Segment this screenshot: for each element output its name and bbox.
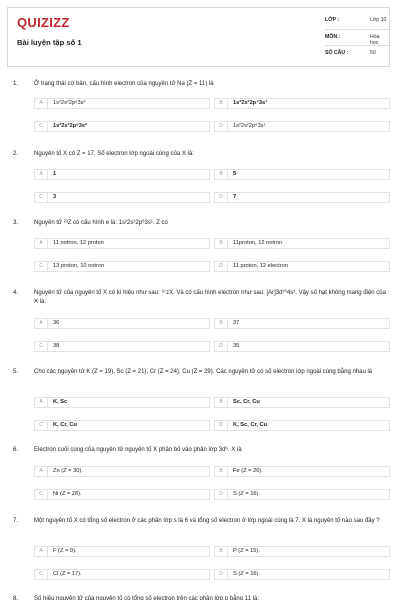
- question-5-option-c[interactable]: C K, Cr, Cu: [34, 420, 210, 431]
- question-7-option-d[interactable]: D S (Z = 16).: [214, 569, 390, 580]
- question-2-option-d[interactable]: D 7: [214, 192, 390, 203]
- question-7-option-c[interactable]: C Cl (Z = 17).: [34, 569, 210, 580]
- question-3-option-c[interactable]: C 13 proton, 10 notron: [34, 261, 210, 272]
- question-6-option-c[interactable]: C Ni (Z = 28).: [34, 489, 210, 500]
- question-text: Nguyên tố X có Z = 17. Số electron lớp ngoài cùng của X là:: [34, 151, 194, 157]
- question-text: Electron cuối cùng của nguyên tử nguyên tố X phân bố vào phân lớp 3d⁶. X là: [34, 447, 242, 453]
- question-number: 1.: [13, 80, 19, 87]
- question-number: 5.: [13, 368, 19, 375]
- question-7-option-b[interactable]: B P (Z = 15).: [214, 546, 390, 557]
- subject-label: MÔN :: [325, 34, 341, 40]
- question-number: 6.: [13, 446, 19, 453]
- question-text: Số hiệu nguyên tử của nguyên tố có tổng số electron trên các phân lớp p bằng 11 là:: [34, 596, 259, 600]
- question-3-option-d[interactable]: D 11 proton, 12 electron: [214, 261, 390, 272]
- question-4-option-b[interactable]: B 37: [214, 318, 390, 329]
- question-7-option-a[interactable]: A F (Z = 9).: [34, 546, 210, 557]
- question-6-option-d[interactable]: D S (Z = 16).: [214, 489, 390, 500]
- worksheet-title: Bài luyện tập số 1: [17, 38, 82, 47]
- question-number: 7.: [13, 517, 19, 524]
- question-3-option-b[interactable]: B 11proton, 12 notron: [214, 238, 390, 249]
- question-1-option-c[interactable]: C 1s²2s²2p⁶3s²: [34, 121, 210, 132]
- question-1-option-a[interactable]: A 1s²2s²2p⁵3s²: [34, 98, 210, 109]
- question-count-value: 50: [370, 50, 376, 56]
- question-2-option-a[interactable]: A 1: [34, 169, 210, 180]
- question-4-option-a[interactable]: A 36: [34, 318, 210, 329]
- question-count-label: SỐ CÂU :: [325, 50, 349, 56]
- question-5-option-b[interactable]: B Sc, Cr, Cu: [214, 397, 390, 408]
- question-6-option-b[interactable]: B Fe (Z = 26).: [214, 466, 390, 477]
- question-text: Cho các nguyên tử K (Z = 19), Sc (Z = 21), Cr (Z = 24), Cu (Z = 29). Các nguyên tử có số electron lớp ngoài cùng bằng nhau là: [34, 369, 373, 375]
- question-1-option-b[interactable]: B 1s²2s²2p⁴3s¹: [214, 98, 390, 109]
- grade-value: Lớp 10: [370, 17, 387, 23]
- question-2-option-b[interactable]: B 5: [214, 169, 390, 180]
- question-text: Nguyên tử của nguyên tố X có kí hiệu như sau: ⁶⁷zX. Và có cấu hình electron như sau: [Ar]3d¹⁰4s². Vậy số hạt không mang điện của X là:: [34, 290, 386, 305]
- meta-divider: [325, 29, 391, 30]
- question-5-option-d[interactable]: D K, Sc, Cr, Cu: [214, 420, 390, 431]
- worksheet-header: [7, 7, 390, 67]
- question-text: Ở trạng thái cơ bản, cấu hình electron của nguyên tử Na (Z = 11) là: [34, 81, 214, 87]
- question-5-option-a[interactable]: A K, Sc: [34, 397, 210, 408]
- question-1-option-d[interactable]: D 1s²2s²2p⁶3s¹: [214, 121, 390, 132]
- question-2-option-c[interactable]: C 3: [34, 192, 210, 203]
- question-text: Nguyên tử ²³Z có cấu hình e là: 1s²2s²2p⁶3s¹. Z có: [34, 220, 168, 226]
- question-6-option-a[interactable]: A Zn (Z = 30).: [34, 466, 210, 477]
- grade-label: LỚP :: [325, 17, 340, 23]
- question-4-option-c[interactable]: C 38: [34, 341, 210, 352]
- quizizz-logo: QUIZIZZ: [17, 15, 70, 30]
- question-number: 8.: [13, 595, 19, 600]
- question-number: 3.: [13, 219, 19, 226]
- question-4-option-d[interactable]: D 35: [214, 341, 390, 352]
- question-3-option-a[interactable]: A 11 notron, 12 proton: [34, 238, 210, 249]
- question-number: 2.: [13, 150, 19, 157]
- question-text: Một nguyên tố X có tổng số electron ở các phân lớp s là 6 và tổng số electron ở lớp ngoài cùng là 7. X là nguyên tố nào sau đây ?: [34, 518, 380, 524]
- meta-divider: [325, 45, 391, 46]
- question-number: 4.: [13, 289, 19, 296]
- subject-value: Hóa học: [370, 34, 380, 46]
